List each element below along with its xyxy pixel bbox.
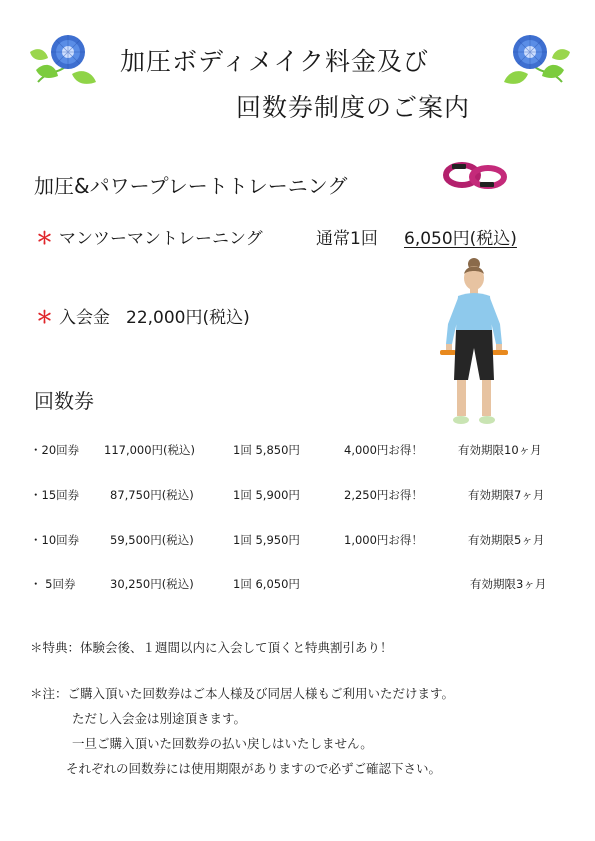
special-offer-note: ＊特典：体験会後、１週間以内に入会して頂くと特典割引あり！	[30, 640, 393, 655]
ticket-name: ・20回券	[30, 443, 80, 457]
morning-glory-icon	[28, 30, 104, 90]
ticket-saving: 1,000円お得！	[344, 533, 423, 547]
ticket-expiry: 有効期限3ヶ月	[470, 577, 547, 591]
training-item-price: 6,050円(税込)	[404, 229, 517, 249]
ticket-per-session: 1回 5,850円	[233, 443, 300, 457]
table-row	[0, 576, 595, 592]
ticket-price: 59,500円(税込)	[110, 533, 194, 547]
ticket-per-session: 1回 5,900円	[233, 488, 300, 502]
ticket-name: ・ 5回券	[30, 577, 76, 591]
table-row	[0, 487, 595, 503]
asterisk-icon: ＊	[36, 229, 53, 249]
membership-fee	[36, 303, 250, 328]
training-heading: 加圧&パワープレートトレーニング	[34, 174, 348, 198]
ticket-per-session: 1回 6,050円	[233, 577, 300, 591]
caution-note-line1: ＊注：ご購入頂いた回数券はご本人様及び同居人様もご利用いただけます。	[30, 686, 455, 701]
page-title-line2: 回数券制度のご案内	[236, 93, 471, 122]
pressure-bands-illustration	[442, 160, 510, 190]
tickets-heading: 回数券	[34, 389, 94, 413]
ticket-per-session: 1回 5,950円	[233, 533, 300, 547]
ticket-name: ・10回券	[30, 533, 80, 547]
membership-label: 入会金	[59, 308, 110, 328]
woman-with-dumbbells-illustration	[434, 258, 514, 428]
ticket-expiry: 有効期限10ヶ月	[458, 443, 542, 457]
ticket-expiry: 有効期限7ヶ月	[468, 488, 545, 502]
page-title-line1: 加圧ボディメイク料金及び	[120, 47, 430, 76]
ticket-price: 117,000円(税込)	[104, 443, 196, 457]
caution-note-line4: それぞれの回数券には使用期限がありますので必ずご確認下さい。	[66, 761, 442, 776]
membership-price: 22,000円(税込)	[126, 308, 250, 328]
table-row	[0, 442, 595, 458]
morning-glory-icon	[496, 30, 572, 90]
training-item-label: マンツーマントレーニング	[59, 229, 263, 249]
ticket-price: 30,250円(税込)	[110, 577, 194, 591]
ticket-saving: 4,000円お得！	[344, 443, 423, 457]
asterisk-icon: ＊	[36, 308, 53, 328]
ticket-price: 87,750円(税込)	[110, 488, 194, 502]
training-item	[36, 224, 263, 249]
ticket-expiry: 有効期限5ヶ月	[468, 533, 545, 547]
table-row	[0, 532, 595, 548]
training-item-unit: 通常1回	[316, 229, 378, 249]
ticket-name: ・15回券	[30, 488, 80, 502]
caution-note-line2: ただし入会金は別途頂きます。	[72, 711, 247, 726]
caution-note-line3: 一旦ご購入頂いた回数券の払い戻しはいたしません。	[72, 736, 373, 751]
ticket-saving: 2,250円お得！	[344, 488, 423, 502]
